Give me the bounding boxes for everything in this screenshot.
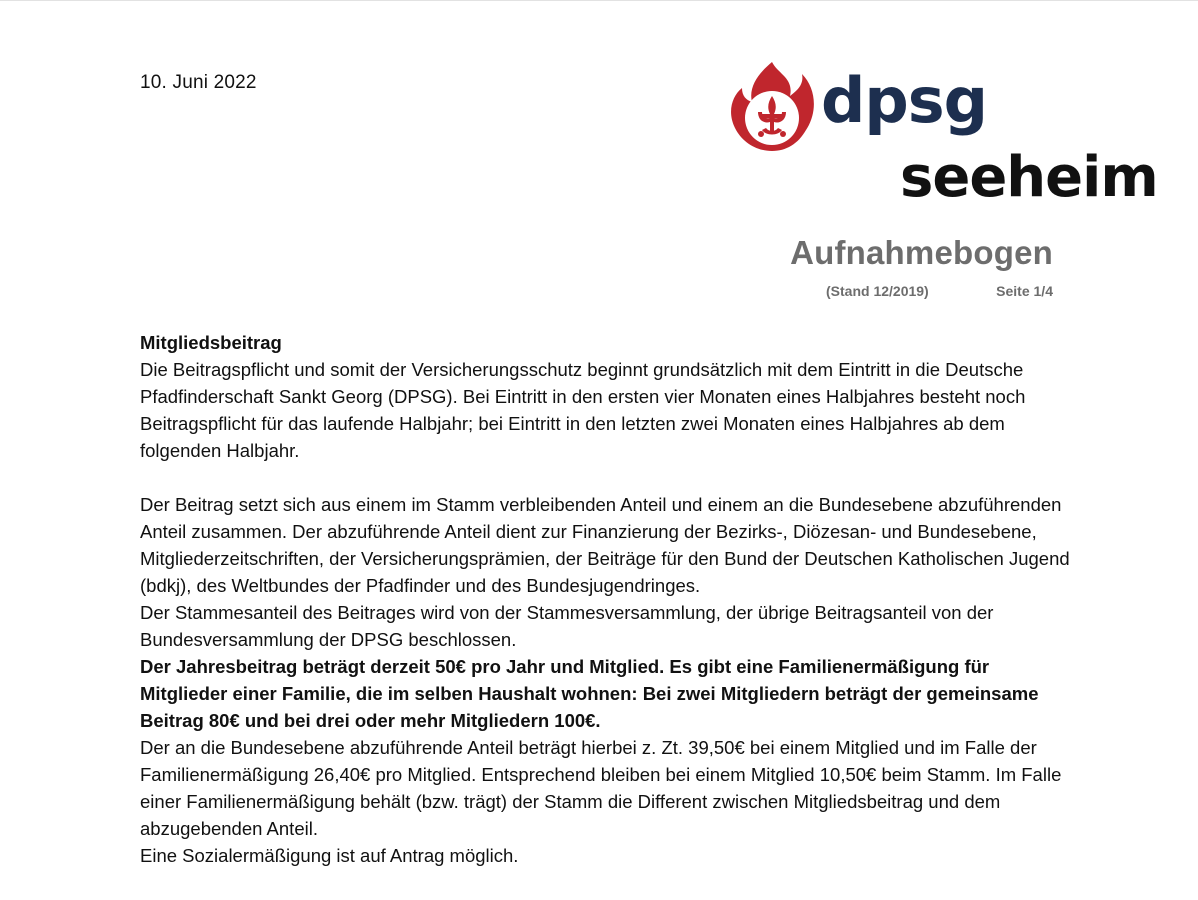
section-heading: Mitgliedsbeitrag	[140, 332, 282, 353]
document-body	[140, 329, 1070, 869]
paragraph-beitragspflicht: Die Beitragspflicht und somit der Versicherungsschutz beginnt grundsätzlich mit dem Eintritt in die Deutsche Pfadfinderschaft Sankt Georg (DPSG). Bei Eintritt in den ersten vier Monaten eines Halbjahres besteht noch Beitragspflicht für das laufende Halbjahr; bei Eintritt in den letzten zwei Monaten eines Halbjahres ab dem folgenden Halbjahr.	[140, 359, 1026, 461]
logo-text-dpsg: dpsg	[821, 64, 988, 137]
dpsg-seeheim-logo	[728, 60, 1158, 210]
form-title: Aufnahmebogen	[790, 234, 1053, 271]
paragraph-spacer	[140, 464, 1070, 491]
paragraph-jahresbeitrag: Der Jahresbeitrag beträgt derzeit 50€ pro Jahr und Mitglied. Es gibt eine Familienermäßigung für Mitglieder einer Familie, die im selben Haushalt wohnen: Bei zwei Mitgliedern beträgt der gemeinsame Beitrag 80€ und bei drei oder mehr Mitgliedern 100€.	[140, 656, 1039, 731]
logo-text-seeheim: seeheim	[900, 145, 1158, 210]
paragraph-bundesebene-anteil: Der an die Bundesebene abzuführende Anteil beträgt hierbei z. Zt. 39,50€ bei einem Mitglied und im Falle der Familienermäßigung 26,40€ pro Mitglied. Entsprechend bleiben bei einem Mitglied 10,50€ beim Stamm. Im Falle einer Familienermäßigung behält (bzw. trägt) der Stamm die Different zwischen Mitgliedsbeitrag und dem abzugebenden Anteil.	[140, 737, 1062, 839]
dpsg-lily-flame-icon	[728, 60, 818, 152]
stand-info: (Stand 12/2019)	[826, 283, 929, 299]
paragraph-sozialermaessigung: Eine Sozialermäßigung ist auf Antrag möglich.	[140, 845, 519, 866]
paragraph-stammesanteil: Der Stammesanteil des Beitrages wird von der Stammesversammlung, der übrige Beitragsanteil von der Bundesversammlung der DPSG beschlossen.	[140, 602, 994, 650]
document-date: 10. Juni 2022	[140, 72, 257, 93]
page-number: Seite 1/4	[996, 283, 1053, 299]
paragraph-beitrag-zusammensetzung: Der Beitrag setzt sich aus einem im Stamm verbleibenden Anteil und einem an die Bundesebene abzuführenden Anteil zusammen. Der abzuführende Anteil dient zur Finanzierung der Bezirks-, Diözesan- und Bundesebene, Mitgliederzeitschriften, der Versicherungsprämien, der Beiträge für den Bund der Deutschen Katholischen Jugend (bdkj), des Weltbundes der Pfadfinder und des Bundesjugendringes.	[140, 494, 1070, 596]
page-top-border	[0, 0, 1198, 1]
